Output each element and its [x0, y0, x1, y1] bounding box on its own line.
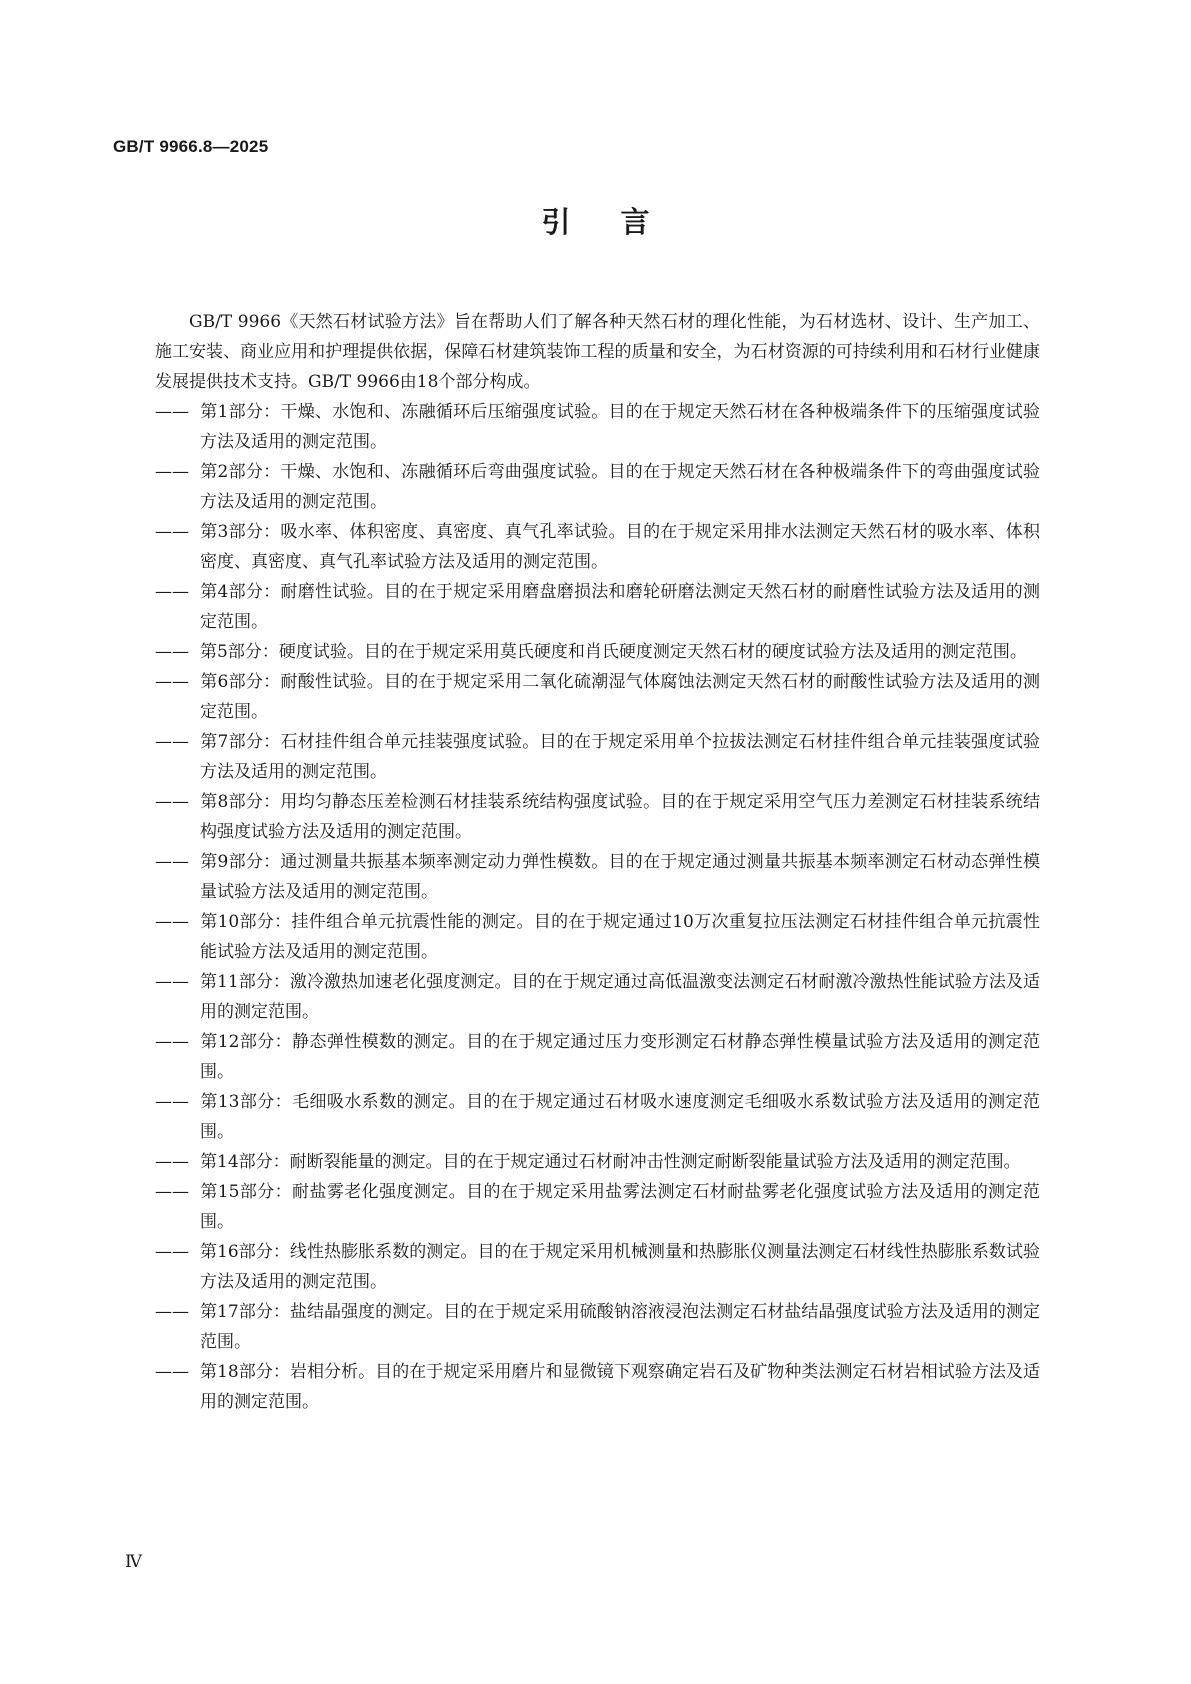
intro-paragraph: GB/T 9966《天然石材试验方法》旨在帮助人们了解各种天然石材的理化性能，为石材选材、设计、生产加工、施工安装、商业应用和护理提供依据，保障石材建筑装饰工程的质量和安全，为石材资源的可持续利用和石材行业健康发展提供技术支持。GB/T 9966由18个部分构成。 [155, 312, 1040, 392]
list-dash: —— [155, 1152, 189, 1172]
list-item-text: 第2部分：干燥、水饱和、冻融循环后弯曲强度试验。目的在于规定天然石材在各种极端条件下的弯曲强度试验方法及适用的测定范围。 [200, 462, 1040, 512]
list-item-text: 第17部分：盐结晶强度的测定。目的在于规定采用硫酸钠溶液浸泡法测定石材盐结晶强度试验方法及适用的测定范围。 [200, 1302, 1040, 1352]
list-item [155, 1297, 1040, 1357]
list-dash: —— [155, 462, 189, 482]
list-item [155, 1177, 1040, 1237]
parts-list [155, 397, 1040, 1417]
page-number: Ⅳ [125, 1552, 142, 1572]
list-item [155, 637, 1040, 667]
list-item-text: 第4部分：耐磨性试验。目的在于规定采用磨盘磨损法和磨轮研磨法测定天然石材的耐磨性试验方法及适用的测定范围。 [200, 582, 1040, 632]
list-dash: —— [155, 912, 189, 932]
list-dash: —— [155, 582, 189, 602]
list-item [155, 577, 1040, 637]
list-item [155, 727, 1040, 787]
list-item [155, 1087, 1040, 1147]
list-item-text: 第15部分：耐盐雾老化强度测定。目的在于规定采用盐雾法测定石材耐盐雾老化强度试验方法及适用的测定范围。 [200, 1182, 1040, 1232]
document-body [155, 307, 1040, 1417]
list-item-text: 第18部分：岩相分析。目的在于规定采用磨片和显微镜下观察确定岩石及矿物种类法测定石材岩相试验方法及适用的测定范围。 [200, 1362, 1040, 1412]
list-item [155, 967, 1040, 1027]
list-dash: —— [155, 522, 189, 542]
list-item-text: 第12部分：静态弹性模数的测定。目的在于规定通过压力变形测定石材静态弹性模量试验方法及适用的测定范围。 [200, 1032, 1040, 1082]
list-item-text: 第14部分：耐断裂能量的测定。目的在于规定通过石材耐冲击性测定耐断裂能量试验方法及适用的测定范围。 [200, 1152, 1021, 1172]
list-item [155, 1357, 1040, 1417]
list-dash: —— [155, 672, 189, 692]
list-dash: —— [155, 1032, 189, 1052]
standard-code: GB/T 9966.8—2025 [113, 137, 269, 156]
list-item-text: 第13部分：毛细吸水系数的测定。目的在于规定通过石材吸水速度测定毛细吸水系数试验方法及适用的测定范围。 [200, 1092, 1040, 1142]
list-dash: —— [155, 642, 189, 662]
list-item-text: 第11部分：激冷激热加速老化强度测定。目的在于规定通过高低温激变法测定石材耐激冷激热性能试验方法及适用的测定范围。 [200, 972, 1040, 1022]
list-dash: —— [155, 1302, 189, 1322]
list-dash: —— [155, 972, 189, 992]
list-item [155, 517, 1040, 577]
list-item [155, 1237, 1040, 1297]
list-item [155, 667, 1040, 727]
list-dash: —— [155, 1362, 189, 1382]
list-item-text: 第16部分：线性热膨胀系数的测定。目的在于规定采用机械测量和热膨胀仪测量法测定石材线性热膨胀系数试验方法及适用的测定范围。 [200, 1242, 1040, 1292]
list-item [155, 1147, 1040, 1177]
list-item-text: 第1部分：干燥、水饱和、冻融循环后压缩强度试验。目的在于规定天然石材在各种极端条件下的压缩强度试验方法及适用的测定范围。 [200, 402, 1040, 452]
list-dash: —— [155, 1092, 189, 1112]
list-item-text: 第9部分：通过测量共振基本频率测定动力弹性模数。目的在于规定通过测量共振基本频率测定石材动态弹性模量试验方法及适用的测定范围。 [200, 852, 1040, 902]
page-title: 引言 [541, 205, 700, 239]
list-dash: —— [155, 402, 189, 422]
list-dash: —— [155, 732, 189, 752]
list-dash: —— [155, 1242, 189, 1262]
list-item [155, 457, 1040, 517]
list-item [155, 907, 1040, 967]
list-item [155, 397, 1040, 457]
list-item-text: 第5部分：硬度试验。目的在于规定采用莫氏硬度和肖氏硬度测定天然石材的硬度试验方法及适用的测定范围。 [200, 642, 1027, 662]
list-dash: —— [155, 792, 189, 812]
list-item-text: 第7部分：石材挂件组合单元挂装强度试验。目的在于规定采用单个拉拔法测定石材挂件组合单元挂装强度试验方法及适用的测定范围。 [200, 732, 1040, 782]
list-item-text: 第8部分：用均匀静态压差检测石材挂装系统结构强度试验。目的在于规定采用空气压力差测定石材挂装系统结构强度试验方法及适用的测定范围。 [200, 792, 1040, 842]
list-item [155, 1027, 1040, 1087]
list-item-text: 第10部分：挂件组合单元抗震性能的测定。目的在于规定通过10万次重复拉压法测定石材挂件组合单元抗震性能试验方法及适用的测定范围。 [200, 912, 1040, 962]
list-dash: —— [155, 1182, 189, 1202]
list-item-text: 第3部分：吸水率、体积密度、真密度、真气孔率试验。目的在于规定采用排水法测定天然石材的吸水率、体积密度、真密度、真气孔率试验方法及适用的测定范围。 [200, 522, 1040, 572]
list-item [155, 847, 1040, 907]
list-item-text: 第6部分：耐酸性试验。目的在于规定采用二氧化硫潮湿气体腐蚀法测定天然石材的耐酸性试验方法及适用的测定范围。 [200, 672, 1040, 722]
list-dash: —— [155, 852, 189, 872]
list-item [155, 787, 1040, 847]
